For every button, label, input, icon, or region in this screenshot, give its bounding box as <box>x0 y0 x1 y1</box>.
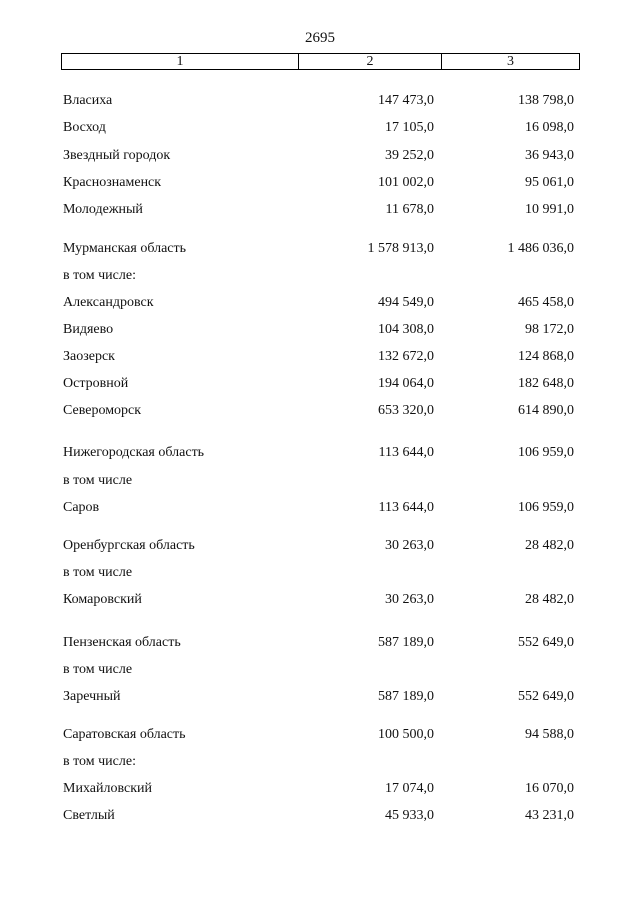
row-value-col3: 28 482,0 <box>525 538 574 553</box>
row-value-col2: 653 320,0 <box>378 403 434 418</box>
row-value-col3: 106 959,0 <box>518 445 574 460</box>
row-value-col2: 587 189,0 <box>378 635 434 650</box>
row-value-col2: 113 644,0 <box>378 445 434 460</box>
row-value-col3: 94 588,0 <box>525 727 574 742</box>
row-name: Михайловский <box>63 781 152 796</box>
row-value-col2: 1 578 913,0 <box>367 241 434 256</box>
row-value-col2: 194 064,0 <box>378 376 434 391</box>
table-row <box>0 239 640 259</box>
row-name: Оренбургская область <box>63 538 195 553</box>
row-value-col3: 465 458,0 <box>518 295 574 310</box>
row-name: в том числе <box>63 565 133 580</box>
table-row <box>0 536 640 556</box>
table-row <box>0 563 640 583</box>
row-name: Саратовская область <box>63 727 186 742</box>
row-name: Островной <box>63 376 129 391</box>
row-value-col2: 113 644,0 <box>378 500 434 515</box>
table-row <box>0 320 640 340</box>
row-value-col2: 132 672,0 <box>378 349 434 364</box>
row-value-col3: 36 943,0 <box>525 148 574 163</box>
table-row <box>0 752 640 772</box>
row-name: Видяево <box>63 322 114 337</box>
row-value-col2: 11 678,0 <box>385 202 434 217</box>
row-value-col2: 17 074,0 <box>385 781 434 796</box>
row-value-col2: 100 500,0 <box>378 727 434 742</box>
column-header-3: 3 <box>441 54 579 69</box>
row-name: Звездный городок <box>63 148 171 163</box>
row-name: Светлый <box>63 808 115 823</box>
row-value-col2: 494 549,0 <box>378 295 434 310</box>
row-value-col2: 39 252,0 <box>385 148 434 163</box>
row-value-col3: 552 649,0 <box>518 635 574 650</box>
page-number: 2695 <box>305 30 335 46</box>
row-value-col3: 124 868,0 <box>518 349 574 364</box>
table-row <box>0 660 640 680</box>
table-row <box>0 173 640 193</box>
row-name: Краснознаменск <box>63 175 162 190</box>
table-row <box>0 118 640 138</box>
row-name: Пензенская область <box>63 635 181 650</box>
table-row <box>0 443 640 463</box>
row-value-col2: 101 002,0 <box>378 175 434 190</box>
row-value-col3: 98 172,0 <box>525 322 574 337</box>
row-value-col3: 552 649,0 <box>518 689 574 704</box>
row-value-col2: 587 189,0 <box>378 689 434 704</box>
table-row <box>0 471 640 491</box>
row-name: Саров <box>63 500 100 515</box>
column-header-1: 1 <box>176 53 184 69</box>
row-value-col2: 104 308,0 <box>378 322 434 337</box>
column-header-table <box>61 53 580 70</box>
row-name: Мурманская область <box>63 241 187 256</box>
column-header-2: 2 <box>298 54 441 69</box>
table-row <box>0 293 640 313</box>
row-value-col3: 28 482,0 <box>525 592 574 607</box>
table-row <box>0 725 640 745</box>
row-value-col3: 106 959,0 <box>518 500 574 515</box>
table-row <box>0 590 640 610</box>
row-value-col3: 10 991,0 <box>525 202 574 217</box>
table-row <box>0 401 640 421</box>
row-value-col3: 16 098,0 <box>525 120 574 135</box>
table-row <box>0 266 640 286</box>
row-name: Североморск <box>63 403 142 418</box>
row-value-col3: 95 061,0 <box>525 175 574 190</box>
row-name: Восход <box>63 120 106 135</box>
row-name: в том числе: <box>63 268 136 283</box>
row-value-col2: 30 263,0 <box>385 538 434 553</box>
table-row <box>0 200 640 220</box>
row-value-col3: 16 070,0 <box>525 781 574 796</box>
row-value-col3: 614 890,0 <box>518 403 574 418</box>
table-row <box>0 146 640 166</box>
table-row <box>0 347 640 367</box>
row-value-col3: 138 798,0 <box>518 93 574 108</box>
row-value-col3: 43 231,0 <box>525 808 574 823</box>
row-value-col3: 182 648,0 <box>518 376 574 391</box>
row-name: Заозерск <box>63 349 115 364</box>
table-row <box>0 498 640 518</box>
table-row <box>0 374 640 394</box>
row-name: Власиха <box>63 93 113 108</box>
row-name: Заречный <box>63 689 121 704</box>
row-name: в том числе <box>63 473 133 488</box>
row-name: Нижегородская область <box>63 445 205 460</box>
row-name: Комаровский <box>63 592 142 607</box>
table-row <box>0 806 640 826</box>
row-value-col2: 30 263,0 <box>385 592 434 607</box>
table-row <box>0 91 640 111</box>
table-row <box>0 687 640 707</box>
row-value-col2: 45 933,0 <box>385 808 434 823</box>
table-row <box>0 779 640 799</box>
row-value-col2: 17 105,0 <box>385 120 434 135</box>
row-name: в том числе <box>63 662 133 677</box>
row-name: Молодежный <box>63 202 143 217</box>
row-value-col2: 147 473,0 <box>378 93 434 108</box>
table-row <box>0 633 640 653</box>
row-name: Александровск <box>63 295 154 310</box>
row-name: в том числе: <box>63 754 136 769</box>
row-value-col3: 1 486 036,0 <box>507 241 574 256</box>
